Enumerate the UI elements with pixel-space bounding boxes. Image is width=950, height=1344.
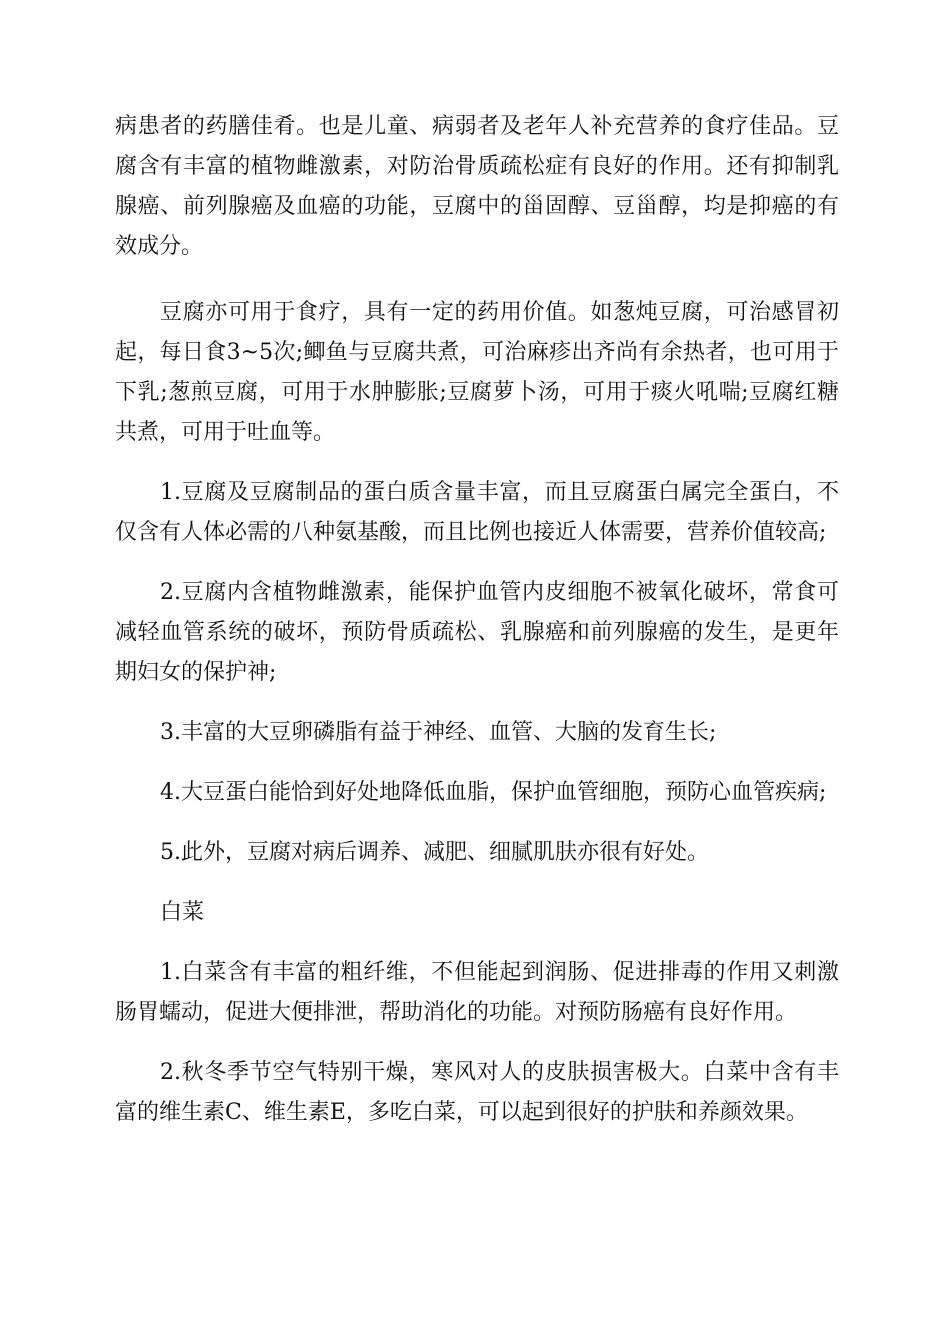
- list-item-tofu-2: 2.豆腐内含植物雌激素，能保护血管内皮细胞不被氧化破坏，常食可减轻血管系统的破坏，预防骨质疏松、乳腺癌和前列腺癌的发生，是更年期妇女的保护神;: [115, 580, 839, 685]
- document-page: [115, 107, 839, 1133]
- paragraph-tofu-therapy: 豆腐亦可用于食疗，具有一定的药用价值。如葱炖豆腐，可治感冒初起，每日食3~5次;鲫鱼与豆腐共煮，可治麻疹出齐尚有余热者，也可用于下乳;葱煎豆腐，可用于水肿膨胀;豆腐萝卜汤，可用于痰火吼喘;豆腐红糖共煮，可用于吐血等。: [115, 300, 839, 445]
- list-item-tofu-3: 3.丰富的大豆卵磷脂有益于神经、血管、大脑的发育生长;: [160, 720, 717, 745]
- list-item-tofu-5: 5.此外，豆腐对病后调养、减肥、细腻肌肤亦很有好处。: [160, 840, 709, 865]
- paragraph-tofu-benefits-continued: 病患者的药膳佳肴。也是儿童、病弱者及老年人补充营养的食疗佳品。豆腐含有丰富的植物雌激素，对防治骨质疏松症有良好的作用。还有抑制乳腺癌、前列腺癌及血癌的功能，豆腐中的甾固醇、豆甾醇，均是抑癌的有效成分。: [115, 114, 839, 259]
- section-heading-cabbage: 白菜: [160, 900, 205, 925]
- list-item-cabbage-2: 2.秋冬季节空气特别干燥，寒风对人的皮肤损害极大。白菜中含有丰富的维生素C、维生素E，多吃白菜，可以起到很好的护肤和养颜效果。: [115, 1060, 839, 1125]
- list-item-tofu-4: 4.大豆蛋白能恰到好处地降低血脂，保护血管细胞，预防心血管疾病;: [160, 780, 827, 805]
- list-item-cabbage-1: 1.白菜含有丰富的粗纤维，不但能起到润肠、促进排毒的作用又刺激肠胃蠕动，促进大便排泄，帮助消化的功能。对预防肠癌有良好作用。: [115, 960, 839, 1025]
- list-item-tofu-1: 1.豆腐及豆腐制品的蛋白质含量丰富，而且豆腐蛋白属完全蛋白，不仅含有人体必需的八种氨基酸，而且比例也接近人体需要，营养价值较高;: [115, 480, 839, 545]
